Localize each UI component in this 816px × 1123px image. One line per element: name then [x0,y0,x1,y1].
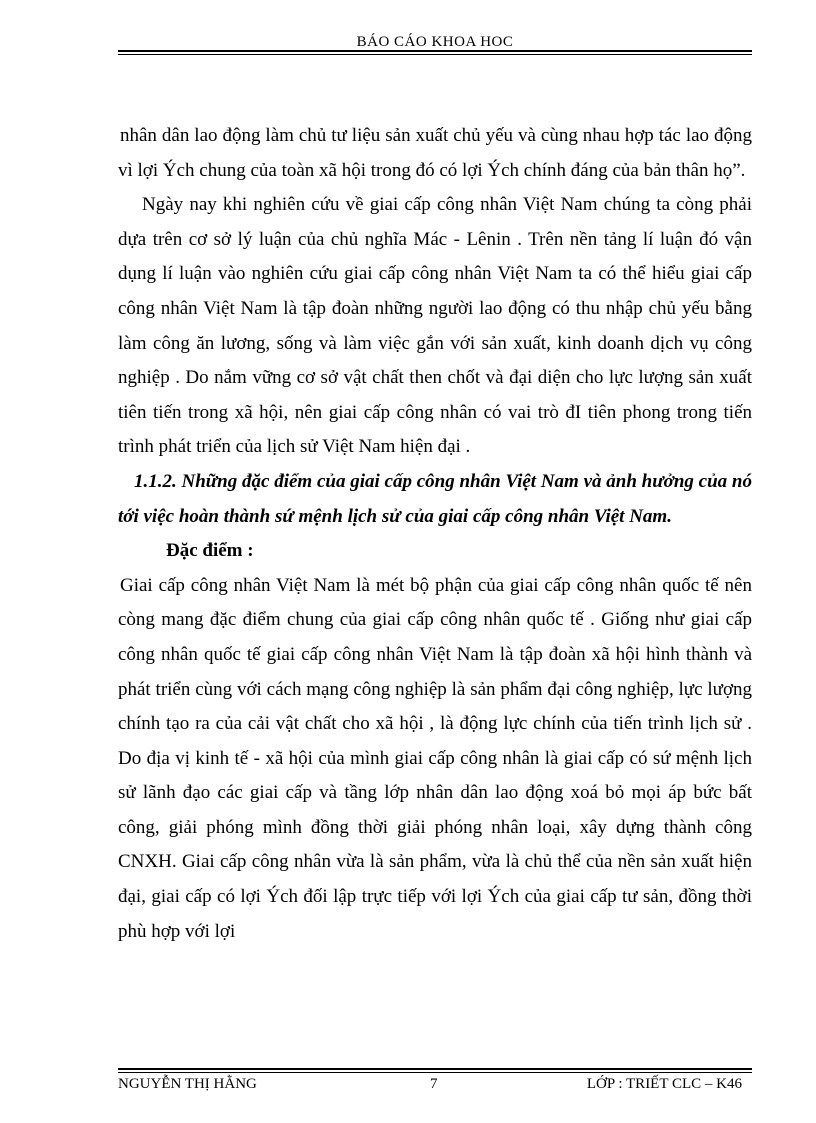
paragraph-definition: Ngày nay khi nghiên cứu về giai cấp công nhân Việt Nam chúng ta còng phải dựa trên cơ sở lý luận của chủ nghĩa Mác - Lênin . Trên nền tảng lí luận đó vận dụng lí luận vào nghiên cứu giai cấp công nhân Việt Nam ta có thể hiểu giai cấp công nhân Việt Nam là tập đoàn những người lao động có thu nhập chủ yếu bằng làm công ăn lương, sống và làm việc gắn với sản xuất, kinh doanh dịch vụ công nghiệp . Do nắm vững cơ sở vật chất then chốt và đại diện cho lực lượng sản xuất tiên tiến trong xã hội, nên giai cấp công nhân có vai trò đI tiên phong trong tiến trình phát triển của lịch sử Việt Nam hiện đại . [118,194,752,458]
document-body [118,119,752,949]
page-header-title: BÁO CÁO KHOA HOC [356,34,514,50]
footer-divider [118,1068,752,1073]
section-heading: 1.1.2. Những đặc điểm của giai cấp công nhân Việt Nam và ảnh hưởng của nó tới việc hoàn thành sứ mệnh lịch sử của giai cấp công nhân Việt Nam. [118,470,752,527]
paragraph-characteristics: Giai cấp công nhân Việt Nam là mét bộ phận của giai cấp công nhân quốc tế nên còng mang đặc điểm chung của giai cấp công nhân quốc tế . Giống như giai cấp công nhân quốc tế giai cấp công nhân Việt Nam là tập đoàn xã hội hình thành và phát triển cùng với cách mạng công nghiệp là sản phẩm đại công nghiệp, lực lượng chính tạo ra của cải vật chất cho xã hội , là động lực chính của tiến trình lịch sử . Do địa vị kinh tế - xã hội của mình giai cấp công nhân là giai cấp có sứ mệnh lịch sử lãnh đạo các giai cấp và tầng lớp nhân dân lao động xoá bỏ mọi áp bức bất công, giải phóng mình đồng thời giải phóng nhân loại, xây dựng thành công CNXH. Giai cấp công nhân vừa là sản phẩm, vừa là chủ thể của nền sản xuất hiện đại, giai cấp có lợi Ých đối lập trực tiếp với lợi Ých của giai cấp tư sản, đồng thời phù hợp với lợi [118,574,752,942]
header-divider [118,50,752,55]
paragraph-continuation: nhân dân lao động làm chủ tư liệu sản xuất chủ yếu và cùng nhau hợp tác lao động vì lợi Ých chung của toàn xã hội trong đó có lợi Ých chính đáng của bản thân họ”. [118,125,752,181]
footer-author: NGUYỄN THỊ HẰNG [118,1076,257,1092]
page-number: 7 [430,1076,438,1092]
footer-class-label: LỚP : TRIẾT CLC – K46 [586,1076,742,1092]
page-footer [118,1076,752,1098]
subsection-heading: Đặc điểm : [166,540,254,562]
